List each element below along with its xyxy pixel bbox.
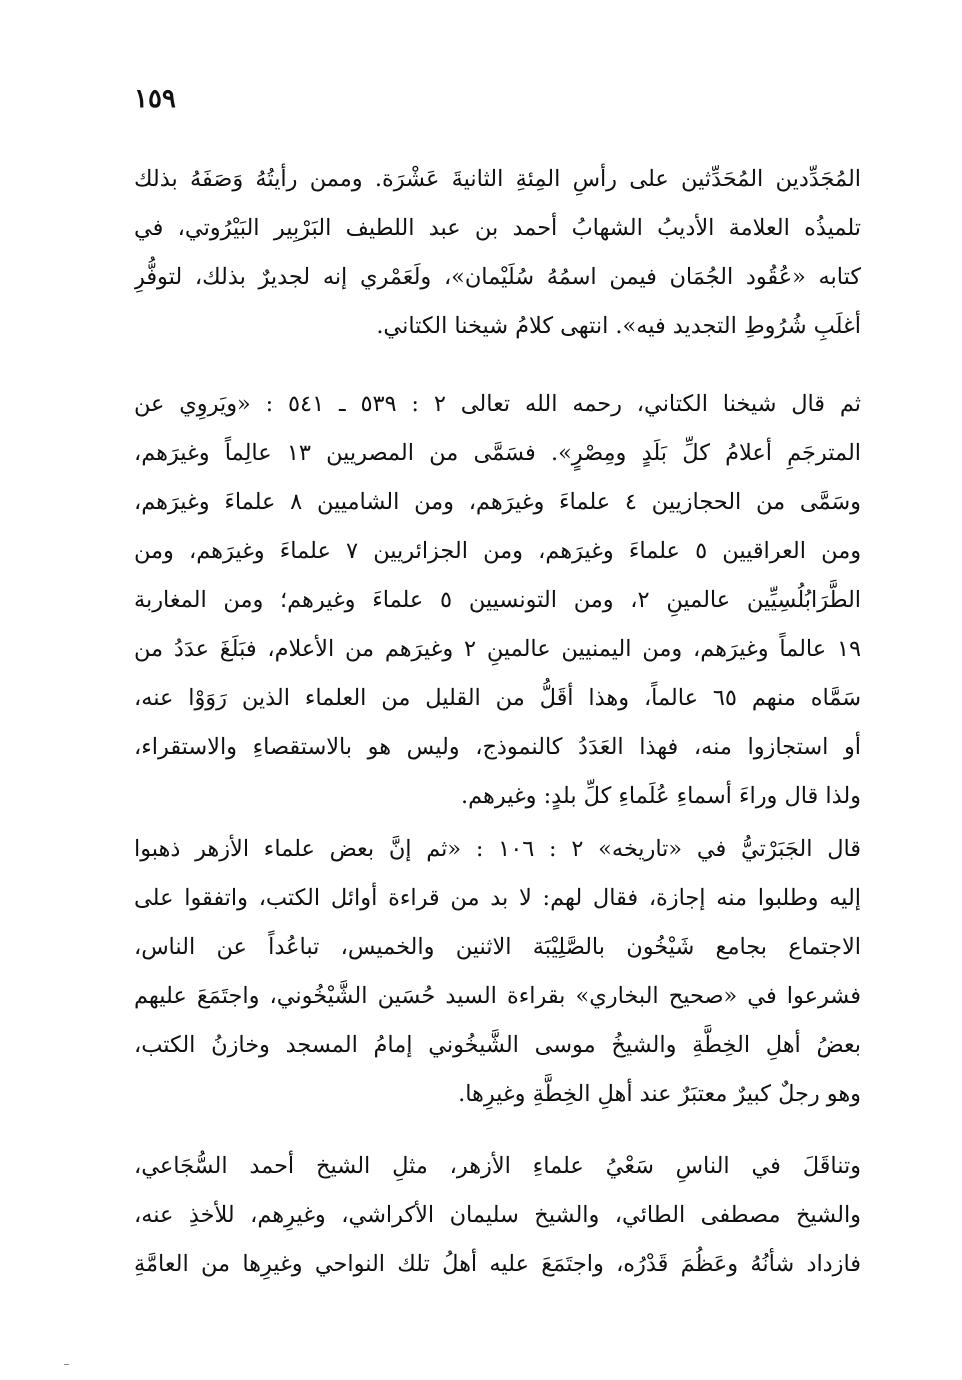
text-line: المُجَدِّدين المُحَدِّثين على رأسِ المِئةِ الثانيةَ عَشْرَة. وممن رأيتُهُ وَصَفَهُ بذلك (134, 166, 861, 192)
text-line: ومن العراقيين ٥ علماءَ وغيرَهم، ومن الجزائريين ٧ علماءَ وغيرَهم، ومن (134, 538, 861, 564)
text-line: بعضُ أهلِ الخِطَّةِ والشيخُ موسى الشَّيخُوني إمامُ المسجد وخازنُ الكتب، (134, 1032, 861, 1058)
text-line: ثم قال شيخنا الكتاني، رحمه الله تعالى ٢ : ٥٣٩ ـ ٥٤١ : «ويَروِي عن (134, 391, 861, 417)
text-line: الطَّرَابُلُسِيِّين عالمينِ ٢، ومن التونسيين ٥ علماءَ وغيرهم؛ ومن المغاربة (134, 587, 861, 613)
text-line: وسَمَّى من الحجازيين ٤ علماءَ وغيرَهم، ومن الشاميين ٨ علماءَ وغيرَهم، (134, 489, 861, 515)
text-line: قال الجَبَرْتيُّ في «تاريخه» ٢ : ١٠٦ : «ثم إنَّ بعض علماء الأزهر ذهبوا (134, 836, 861, 862)
paragraph-3 (134, 825, 861, 1119)
page-number: ١٥٩ (134, 84, 176, 114)
text-line: إليه وطلبوا منه إجازة، فقال لهم: لا بد من قراءة أوائل الكتب، واتفقوا على (134, 885, 861, 911)
paragraph-1 (134, 155, 861, 351)
text-line: فازداد شأنُهُ وعَظُمَ قَدْرُه، واجتَمَعَ عليه أهلُ تلك النواحي وغيرِها من العامَّةِ (134, 1251, 861, 1277)
text-line: أغلَبِ شُرُوطِ التجديد فيه». انتهى كلامُ شيخنا الكتاني. (376, 313, 861, 339)
paragraph-2 (134, 380, 861, 821)
text-line: ولذا قال وراءَ أسماءِ عُلَماءِ كلِّ بلدٍ: وغيرهم. (461, 783, 861, 809)
text-line: كتابه «عُقُود الجُمَان فيمن اسمُهُ سُلَيْمان»، ولَعَمْري إنه لجديرٌ بذلك، لتوفُّرِ (134, 264, 861, 290)
text-line: سَمَّاه منهم ٦٥ عالماً، وهذا أقَلُّ من القليل من العلماء الذين رَوَوْا عنه، (134, 685, 861, 711)
text-line: وهو رجلٌ كبيرٌ معتبَرٌ عند أهلِ الخِطَّةِ وغيرِها. (458, 1081, 861, 1107)
text-line: وتناقَلَ في الناسِ سَعْيُ علماءِ الأزهر، مثلِ الشيخ أحمد السُّجَاعي، (134, 1153, 861, 1179)
text-line: أو استجازوا منه، فهذا العَدَدُ كالنموذج، وليس هو بالاستقصاءِ والاستقراء، (134, 734, 861, 760)
text-line: والشيخ مصطفى الطائي، والشيخ سليمان الأكراشي، وغيرِهم، للأخذِ عنه، (134, 1202, 861, 1228)
text-line: الاجتماع بجامع شَيْخُون بالصَّلِيْبَة الاثنين والخميس، تباعُداً عن الناس، (134, 934, 861, 960)
text-line: فشرعوا في «صحيح البخاري» بقراءة السيد حُسَين الشَّيْخُوني، واجتَمَعَ عليهم (134, 983, 861, 1009)
text-line: ١٩ عالماً وغيرَهم، ومن اليمنيين عالمينِ ٢ وغيرَهم من الأعلام، فبَلَغَ عدَدُ من (134, 636, 861, 662)
text-line: تلميذُه العلامة الأديبُ الشهابُ أحمد بن عبد اللطيف البَرْبِير البَيْرُوتي، في (134, 215, 861, 241)
paragraph-4 (134, 1142, 861, 1289)
text-line: المترجَمِ أعلامُ كلِّ بَلَدٍ ومِصْرٍ». فسَمَّى من المصريين ١٣ عالِماً وغيرَهم، (134, 440, 861, 466)
scan-mark (64, 1360, 69, 1365)
